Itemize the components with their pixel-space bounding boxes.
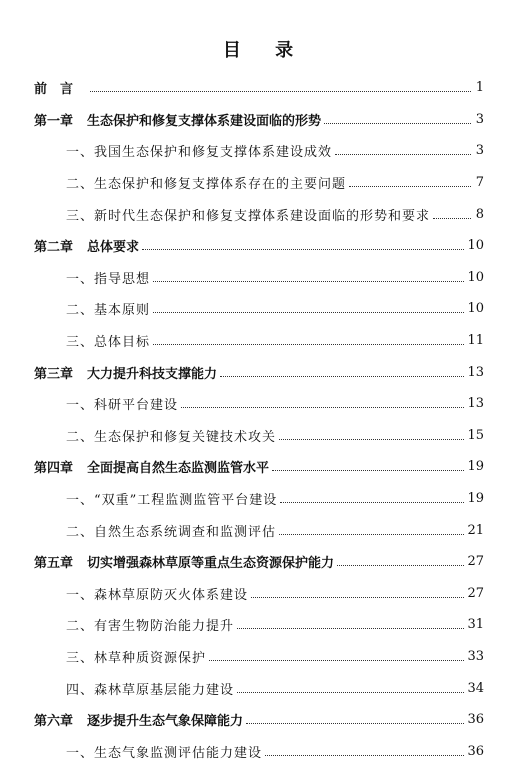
toc-section-row[interactable] (0, 262, 516, 294)
dot-leader (272, 470, 464, 471)
toc-section-row[interactable] (0, 735, 516, 767)
dot-leader (237, 692, 464, 693)
toc-section-row[interactable] (0, 672, 516, 704)
entry-title: 三、新时代生态保护和修复支撑体系建设面临的形势和要求 (66, 208, 431, 224)
page-number: 33 (467, 648, 484, 664)
chapter-number: 第四章 (34, 461, 74, 477)
toc-entry-label (66, 394, 178, 413)
chapter-number: 第六章 (34, 714, 74, 730)
entry-title: 切实增强森林草原等重点生态资源保护能力 (87, 556, 335, 572)
toc-section-row[interactable] (0, 293, 516, 325)
toc-section-row[interactable] (0, 167, 516, 199)
entry-title: 三、林草种质资源保护 (66, 650, 207, 666)
toc-section-row[interactable] (0, 325, 516, 357)
page-number: 1 (475, 80, 484, 96)
toc-entry-label (34, 710, 243, 729)
toc-entry-label (34, 110, 321, 129)
dot-leader (337, 565, 464, 566)
toc-chapter-row[interactable] (0, 451, 516, 483)
dot-leader (153, 344, 464, 345)
page-number: 21 (467, 522, 484, 538)
page-number: 36 (467, 743, 484, 759)
page-number: 13 (467, 364, 484, 380)
page-number: 34 (467, 680, 484, 696)
page-title: 目 录 (222, 40, 308, 61)
entry-title: 一、我国生态保护和修复支撑体系建设成效 (66, 145, 333, 161)
page-number: 11 (467, 333, 484, 349)
entry-title: 二、基本原则 (66, 303, 151, 319)
toc-section-row[interactable] (0, 514, 516, 546)
dot-leader (280, 502, 464, 503)
dot-leader (153, 281, 464, 282)
entry-title: 全面提高自然生态监测监管水平 (87, 461, 270, 477)
toc-entry-label (34, 78, 87, 97)
toc-entry-label (66, 141, 332, 160)
entry-title: 大力提升科技支撑能力 (87, 366, 218, 382)
dot-leader (279, 439, 464, 440)
entry-title: 一、森林草原防灭火体系建设 (66, 587, 249, 603)
dot-leader (251, 597, 464, 598)
entry-title: 生态保护和修复支撑体系建设面临的形势 (87, 113, 322, 129)
toc-entry-label (34, 457, 269, 476)
page-number: 15 (467, 427, 484, 443)
toc-section-row[interactable] (0, 135, 516, 167)
page-number: 13 (467, 396, 484, 412)
toc-entry-label (66, 426, 276, 445)
page-number: 36 (467, 712, 484, 728)
toc-entry-label (66, 205, 430, 224)
entry-title: 三、总体目标 (66, 335, 151, 351)
entry-title: 四、森林草原基层能力建设 (66, 682, 235, 698)
entry-title: 总体要求 (87, 240, 140, 256)
toc-section-row[interactable] (0, 578, 516, 610)
toc-entry-label (66, 331, 150, 350)
entry-title: 二、生态保护和修复支撑体系存在的主要问题 (66, 177, 347, 193)
dot-leader (237, 628, 464, 629)
dot-leader (335, 154, 471, 155)
chapter-number: 第一章 (34, 113, 74, 129)
toc-entry-label (66, 679, 234, 698)
toc-entry-label (66, 615, 234, 634)
toc-section-row[interactable] (0, 609, 516, 641)
dot-leader (153, 312, 464, 313)
page-number: 7 (475, 175, 484, 191)
chapter-number: 第二章 (34, 240, 74, 256)
toc-chapter-row[interactable] (0, 104, 516, 136)
toc-entry-label (66, 268, 150, 287)
toc-entry-label (66, 299, 150, 318)
entry-title: 二、生态保护和修复关键技术攻关 (66, 429, 277, 445)
toc-entry-label (66, 742, 262, 761)
toc-section-row[interactable] (0, 420, 516, 452)
dot-leader (142, 249, 464, 250)
chapter-number: 前 言 (34, 82, 74, 98)
page-number: 27 (467, 554, 484, 570)
toc-entry-label (34, 552, 334, 571)
toc-section-row[interactable] (0, 641, 516, 673)
dot-leader (90, 91, 471, 92)
toc-entry-label (66, 521, 276, 540)
dot-leader (209, 660, 464, 661)
dot-leader (324, 123, 471, 124)
dot-leader (433, 218, 471, 219)
page-number: 8 (475, 206, 484, 222)
entry-title: 一、科研平台建设 (66, 398, 179, 414)
page-number: 27 (467, 585, 484, 601)
page-number: 10 (467, 269, 484, 285)
page-number: 3 (475, 143, 484, 159)
entry-title: 二、有害生物防治能力提升 (66, 619, 235, 635)
dot-leader (246, 723, 464, 724)
page-number: 3 (475, 111, 484, 127)
toc-entry-label (34, 363, 217, 382)
toc-entry-label (66, 647, 206, 666)
toc-entry-label (66, 584, 248, 603)
dot-leader (279, 534, 464, 535)
toc-chapter-row[interactable] (0, 230, 516, 262)
page-number: 10 (467, 238, 484, 254)
entry-title: 二、自然生态系统调查和监测评估 (66, 524, 277, 540)
toc-section-row[interactable] (0, 198, 516, 230)
toc-entry-label (34, 236, 139, 255)
table-of-contents (0, 72, 516, 767)
toc-section-row[interactable] (0, 483, 516, 515)
page-number: 10 (467, 301, 484, 317)
toc-entry-label (66, 173, 346, 192)
entry-title: 一、生态气象监测评估能力建设 (66, 745, 263, 761)
toc-chapter-row[interactable] (0, 546, 516, 578)
page-number: 19 (467, 459, 484, 475)
dot-leader (265, 755, 464, 756)
dot-leader (349, 186, 471, 187)
toc-section-row[interactable] (0, 388, 516, 420)
toc-entry-label (66, 489, 277, 508)
dot-leader (181, 407, 464, 408)
dot-leader (220, 376, 464, 377)
entry-title: 逐步提升生态气象保障能力 (87, 714, 244, 730)
page-number: 19 (467, 491, 484, 507)
entry-title: 一、指导思想 (66, 271, 151, 287)
chapter-number: 第三章 (34, 366, 74, 382)
entry-title: 一、“双重”工程监测监管平台建设 (66, 493, 278, 509)
toc-chapter-row[interactable] (0, 704, 516, 736)
toc-chapter-row[interactable] (0, 356, 516, 388)
page-number: 31 (467, 617, 484, 633)
chapter-number: 第五章 (34, 556, 74, 572)
toc-chapter-row[interactable] (0, 72, 516, 104)
